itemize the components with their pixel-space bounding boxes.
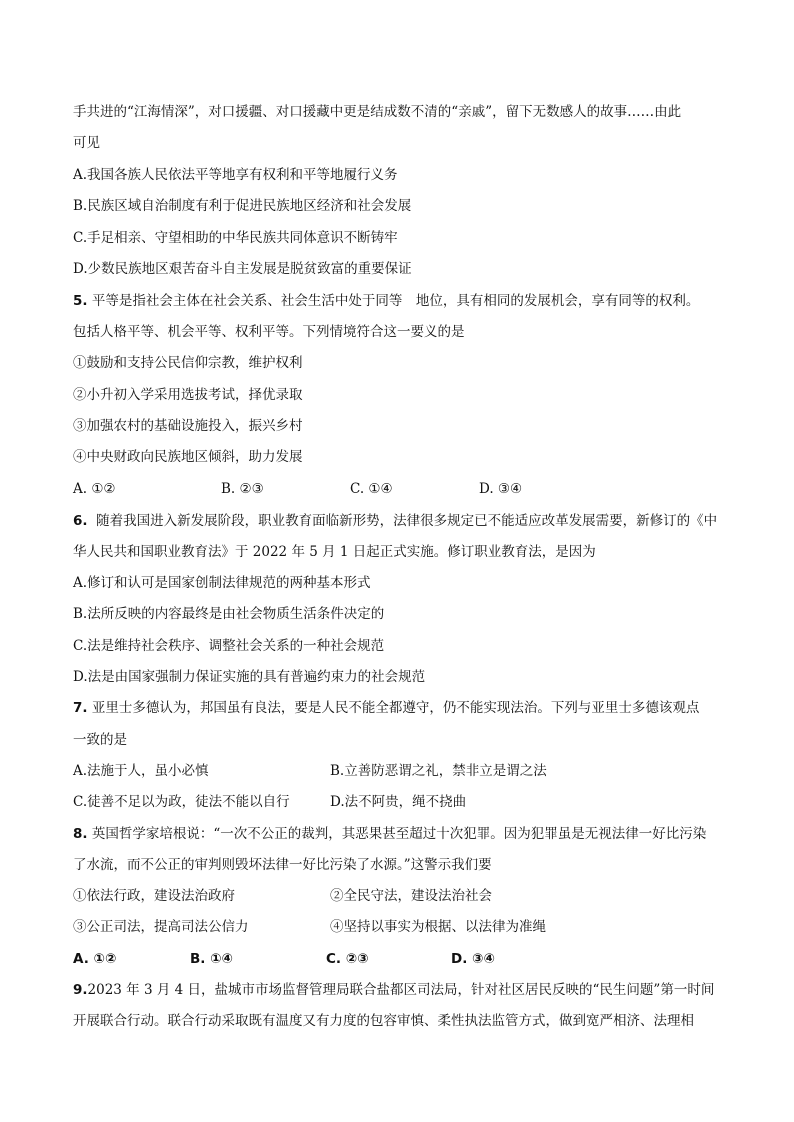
q5-stem-line1 [73, 292, 699, 310]
q8-item-2: ②全民守法，建设法治社会 [330, 888, 492, 904]
q5-item-2: ②小升初入学采用选拔考试，择优录取 [73, 387, 303, 403]
q7-stem-line2: 一致的是 [73, 732, 127, 748]
q4-option-a: A.我国各族人民依法平等地享有权利和平等地履行义务 [73, 167, 398, 183]
q5-option-d: D. ③④ [479, 481, 523, 497]
q8-item-4: ④坚持以事实为根据、以法律为准绳 [330, 919, 546, 935]
q6-option-d: D.法是由国家强制力保证实施的具有普遍约束力的社会规范 [73, 669, 426, 685]
q5-item-3: ③加强农村的基础设施投入，振兴乡村 [73, 418, 303, 434]
q8-option-b: B. ①④ [190, 951, 233, 967]
q8-stem-text: 英国哲学家培根说：“一次不公正的裁判，其恶果甚至超过十次犯罪。因为犯罪虽是无视法律一好比污染 [91, 826, 707, 842]
q4-option-d: D.少数民族地区艰苦奋斗自主发展是脱贫致富的重要保证 [73, 261, 412, 277]
q9-stem-line2: 开展联合行动。联合行动采取既有温度又有力度的包容审慎、柔性执法监管方式，做到宽严相济、法理相 [73, 1013, 694, 1029]
q5-number: 5. [73, 293, 88, 309]
q4-stem-line1: 手共进的“江海情深”，对口援疆、对口援藏中更是结成数不清的“亲戚”，留下无数感人的故事……由此 [73, 104, 682, 120]
q8-option-a: A. ①② [73, 951, 117, 967]
q4-option-b: B.民族区域自治制度有利于促进民族地区经济和社会发展 [73, 198, 412, 214]
q8-option-d: D. ③④ [451, 951, 495, 967]
q6-stem-line1 [73, 512, 717, 530]
q5-option-c: C. ①④ [350, 481, 393, 497]
q6-option-a: A.修订和认可是国家创制法律规范的两种基本形式 [73, 575, 371, 591]
q5-item-4: ④中央财政向民族地区倾斜，助力发展 [73, 449, 303, 465]
q7-stem-text: 亚里士多德认为，邦国虽有良法，要是人民不能全都遵守，仍不能实现法治。下列与亚里士多德该观点 [91, 700, 700, 716]
q8-item-3: ③公正司法，提高司法公信力 [73, 919, 249, 935]
q5-stem-line2: 包括人格平等、机会平等、权利平等。下列情境符合这一要义的是 [73, 324, 465, 340]
q6-number: 6. [73, 513, 88, 529]
q7-stem-line1 [73, 699, 699, 717]
q4-option-c: C.手足相亲、守望相助的中华民族共同体意识不断铸牢 [73, 230, 398, 246]
q6-option-c: C.法是维持社会秩序、调整社会关系的一种社会规范 [73, 638, 385, 654]
q5-stem-text: 平等是指社会主体在社会关系、社会生活中处于同等 地位，具有相同的发展机会，享有同等的权利。 [91, 293, 700, 309]
q7-number: 7. [73, 700, 88, 716]
q8-number: 8. [73, 826, 88, 842]
q7-option-b: B.立善防恶谓之礼，禁非立是谓之法 [330, 763, 547, 779]
q4-stem-line2: 可见 [73, 135, 100, 151]
q8-stem-line1 [73, 825, 706, 843]
q6-option-b: B.法所反映的内容最终是由社会物质生活条件决定的 [73, 606, 385, 622]
q9-stem-text: 2023 年 3 月 4 日，盐城市市场监督管理局联合盐都区司法局，针对社区居民反映的“民生问题”第一时间 [87, 982, 715, 998]
q7-option-d: D.法不阿贵，绳不挠曲 [330, 794, 467, 810]
q5-option-a: A. ①② [73, 481, 116, 497]
q6-stem-line2: 华人民共和国职业教育法》于 2022 年 5 月 1 日起正式实施。修订职业教育法，是因为 [73, 544, 596, 560]
q9-number: 9. [73, 982, 88, 998]
q7-option-c: C.徒善不足以为政，徒法不能以自行 [73, 794, 290, 810]
q5-item-1: ①鼓励和支持公民信仰宗教，维护权利 [73, 355, 303, 371]
q5-option-b: B. ②③ [221, 481, 264, 497]
q6-stem-text: 随着我国进入新发展阶段，职业教育面临新形势，法律很多规定已不能适应改革发展需要，新修订的《中 [96, 513, 718, 529]
q7-option-a: A.法施于人，虽小必慎 [73, 763, 209, 779]
q8-stem-line2: 了水流，而不公正的审判则毁坏法律一好比污染了水源。”这警示我们要 [73, 857, 492, 873]
q8-item-1: ①依法行政，建设法治政府 [73, 888, 235, 904]
q9-stem-line1 [73, 981, 714, 999]
q8-option-c: C. ②③ [326, 951, 369, 967]
